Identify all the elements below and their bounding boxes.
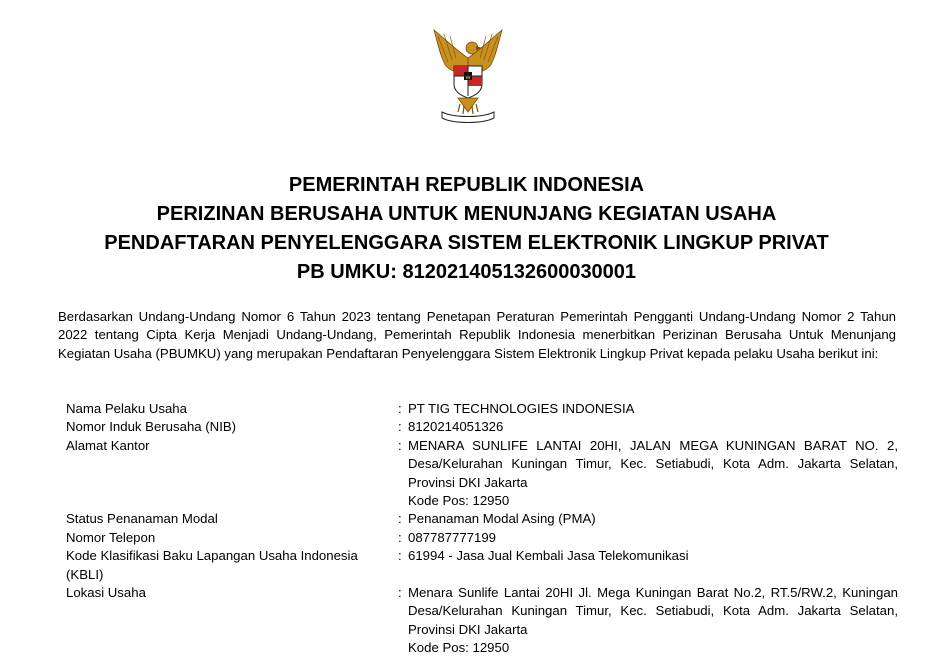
- field-row: [66, 510, 898, 528]
- field-colon: :: [398, 585, 402, 601]
- field-value-line: 8120214051326: [408, 419, 504, 435]
- field-value: [408, 437, 898, 511]
- field-colon: :: [398, 419, 402, 435]
- field-colon: :: [398, 437, 402, 453]
- field-row: [66, 400, 898, 418]
- field-value-line: 087787777199: [408, 529, 497, 545]
- field-row: [66, 437, 898, 511]
- field-colon: :: [398, 401, 402, 416]
- field-value-postal-code: Kode Pos: 12950: [408, 493, 510, 509]
- field-value-line: Menara Sunlife Lantai 20HI Jl. Mega Kuningan Barat No.2, RT.5/RW.2, Kuningan Desa/Kelurahan Kuningan Timur, Kec. Setiabudi, Kota Adm. Jakarta Selatan, Provinsi DKI Jakarta: [408, 585, 898, 637]
- intro-paragraph: Berdasarkan Undang-Undang Nomor 6 Tahun 2023 tentang Penetapan Peraturan Pemerintah Pengganti Undang-Undang Nomor 2 Tahun 2022 tentang Cipta Kerja Menjadi Undang-Undang, Pemerintah Republik Indonesia menerbitkan Perizinan Berusaha Untuk Menunjang Kegiatan Usaha (PBUMKU) yang merupakan Pendaftaran Penyelenggara Sistem Elektronik Lingkup Privat kepada pelaku Usaha berikut ini:: [58, 309, 896, 361]
- field-label: Alamat Kantor: [66, 437, 150, 453]
- field-value-line: 61994 - Jasa Jual Kembali Jasa Telekomunikasi: [408, 548, 689, 564]
- field-colon: :: [398, 548, 402, 564]
- field-value: [408, 584, 898, 658]
- field-value-line: Penanaman Modal Asing (PMA): [408, 511, 596, 527]
- garuda-emblem-icon: [428, 28, 508, 124]
- document-title-block: [0, 171, 933, 287]
- field-value: [408, 547, 898, 584]
- field-value: [408, 418, 898, 436]
- title-line-pb-umku: PB UMKU: 812021405132600030001: [296, 261, 637, 283]
- field-row: [66, 418, 898, 436]
- field-value: [408, 510, 898, 528]
- field-label: Nomor Induk Berusaha (NIB): [66, 419, 237, 435]
- field-label: Nama Pelaku Usaha: [66, 401, 187, 416]
- field-value-line: MENARA SUNLIFE LANTAI 20HI, JALAN MEGA KUNINGAN BARAT NO. 2, Desa/Kelurahan Kuningan Timur, Kec. Setiabudi, Kota Adm. Jakarta Selatan, Provinsi DKI Jakarta: [408, 437, 898, 490]
- field-label: Nomor Telepon: [66, 529, 156, 545]
- field-label: Status Penanaman Modal: [66, 511, 218, 527]
- title-line-registration: PENDAFTARAN PENYELENGGARA SISTEM ELEKTRONIK LINGKUP PRIVAT: [104, 232, 829, 254]
- field-value: [408, 529, 898, 547]
- title-line-government: PEMERINTAH REPUBLIK INDONESIA: [288, 174, 645, 196]
- field-label: Kode Klasifikasi Baku Lapangan Usaha Indonesia (KBLI): [66, 548, 358, 582]
- field-value-line: PT TIG TECHNOLOGIES INDONESIA: [408, 401, 635, 416]
- field-colon: :: [398, 511, 402, 527]
- field-value-postal-code: Kode Pos: 12950: [408, 640, 510, 656]
- field-row: [66, 529, 898, 547]
- field-value: [408, 400, 898, 418]
- field-row: [66, 584, 898, 658]
- title-line-permit: PERIZINAN BERUSAHA UNTUK MENUNJANG KEGIATAN USAHA: [156, 203, 777, 225]
- business-details: [66, 400, 898, 658]
- field-label: Lokasi Usaha: [66, 585, 146, 601]
- field-colon: :: [398, 529, 402, 545]
- field-row: [66, 547, 898, 584]
